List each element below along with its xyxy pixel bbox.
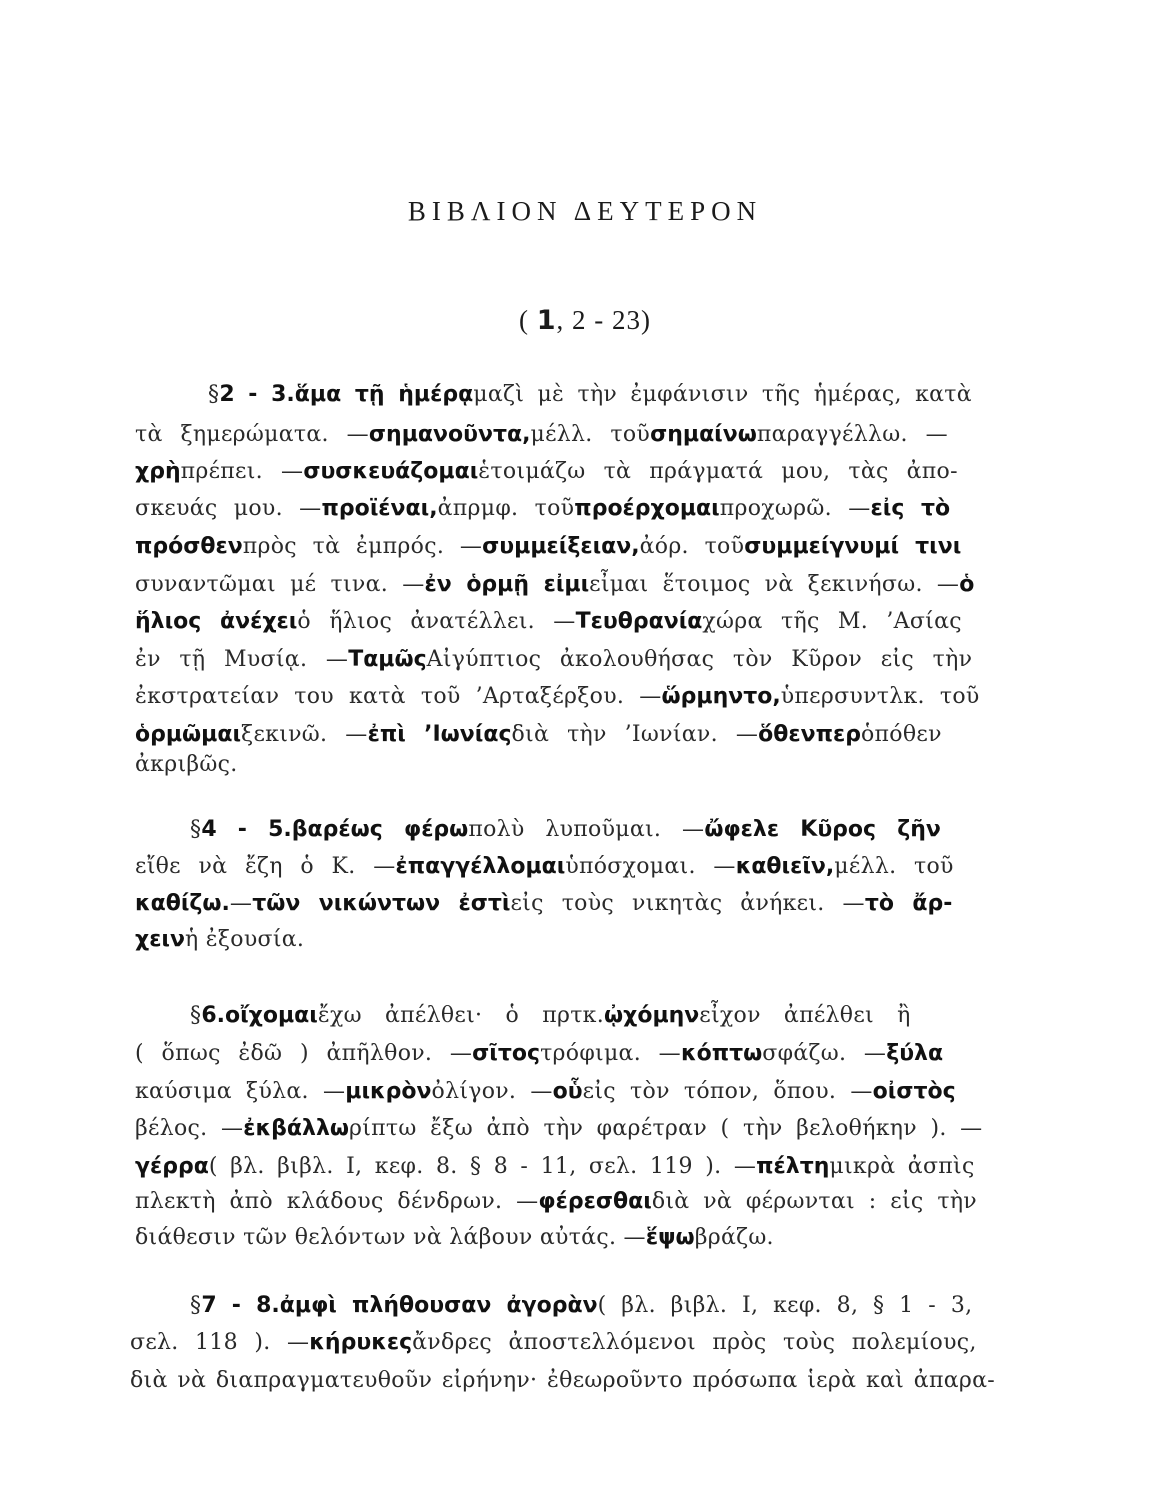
definition-text: συναντῶμαι μέ τινα. — <box>135 572 425 597</box>
headword: ἐν ὁρμῇ εἰμι <box>424 572 590 597</box>
definition-text: ( ὅπως ἐδῶ ) ἀπῆλθον. — <box>135 1041 473 1066</box>
text-line <box>0 452 1170 492</box>
headword: οἴχομαι <box>224 1003 318 1028</box>
headword: εἰς τὸ <box>870 496 951 521</box>
headword: κόπτω <box>680 1041 763 1066</box>
definition-text: καύσιμα ξύλα. — <box>135 1079 346 1104</box>
definition-text: χώρα τῆς Μ. ’Ασίας <box>702 609 962 634</box>
headword: ξύλα <box>886 1041 944 1066</box>
definition-text: ὑπόσχομαι. — <box>565 854 736 879</box>
definition-text: § <box>208 382 220 407</box>
definition-text: τὰ ξημερώματα. — <box>135 422 369 447</box>
headword: κήρυκες <box>309 1330 413 1355</box>
headword: σημαίνω <box>650 422 757 447</box>
text-line <box>0 415 1170 455</box>
text-line <box>0 1218 1170 1258</box>
headword: καθίζω. <box>135 891 230 916</box>
definition-text: εἴθε νὰ ἔζη ὁ Κ. — <box>135 854 396 879</box>
definition-text: εἰς τὸν τόπον, ὅπου. — <box>582 1079 873 1104</box>
headword: ὤφελε Κῦρος ζῆν <box>704 817 941 842</box>
headword: ὥρμηντο, <box>661 684 781 709</box>
definition-text: πρέπει. — <box>180 459 304 484</box>
definition-text: ἡ ἐξουσία. <box>185 927 305 952</box>
definition-text: ἐν τῇ Μυσίᾳ. — <box>135 647 349 672</box>
headword: οὗ <box>552 1079 583 1104</box>
text-line <box>0 1361 1170 1401</box>
text-line <box>0 375 1170 415</box>
text-line <box>0 1034 1170 1074</box>
definition-text: σκευάς μου. — <box>135 496 322 521</box>
headword: συμμείγνυμί τινι <box>744 534 962 559</box>
definition-text: τρόφιμα. — <box>540 1041 681 1066</box>
text-line <box>0 565 1170 605</box>
headword: ὅθενπερ <box>758 722 861 747</box>
definition-text: ἀόρ. τοῦ <box>639 534 745 559</box>
headword: οἰστὸς <box>872 1079 956 1104</box>
definition-text: ἀπρμφ. τοῦ <box>437 496 575 521</box>
headword: σημανοῦντα, <box>368 422 531 447</box>
headword: ἐπαγγέλλομαι <box>395 854 566 879</box>
headword: ᾠχόμην <box>604 1003 700 1028</box>
text-line <box>0 1323 1170 1363</box>
headword: ἐκβάλλω <box>243 1116 349 1141</box>
text-line <box>0 489 1170 529</box>
text-line <box>0 640 1170 680</box>
text-line <box>0 847 1170 887</box>
headword: πρόσθεν <box>135 534 243 559</box>
chapter-close-paren: ) <box>641 305 652 335</box>
definition-text: πλεκτὴ ἀπὸ κλάδους δένδρων. — <box>135 1189 539 1214</box>
definition-text: πρὸς τὰ ἐμπρός. — <box>242 534 483 559</box>
text-line <box>0 996 1170 1036</box>
text-line <box>0 884 1170 924</box>
text-line <box>0 1147 1170 1187</box>
definition-text: παραγγέλλω. — <box>756 422 948 447</box>
headword: προϊέναι, <box>321 496 438 521</box>
definition-text: ὑπερσυντλκ. τοῦ <box>780 684 980 709</box>
text-line <box>0 1286 1170 1326</box>
headword: συσκευάζομαι <box>303 459 479 484</box>
definition-text: εἶμαι ἕτοιμος νὰ ξεκινήσω. — <box>589 572 960 597</box>
text-line <box>0 1109 1170 1149</box>
book-title: ΒΙΒΛΙΟΝ ΔΕΥΤΕΡΟΝ <box>407 196 763 226</box>
definition-text: ( βλ. βιβλ. Ι, κεφ. 8. § 8 - 11, σελ. 119 ). — <box>208 1154 757 1179</box>
headword: τὸ ἄρ- <box>864 891 953 916</box>
text-line <box>0 677 1170 717</box>
definition-text: Αἰγύπτιος ἀκολουθήσας τὸν Κῦρον εἰς τὴν <box>426 647 973 672</box>
headword: προέρχομαι <box>574 496 720 521</box>
definition-text: ὁ ἥλιος ἀνατέλλει. — <box>297 609 576 634</box>
headword: ἀμφὶ πλήθουσαν ἀγορὰν <box>279 1293 598 1318</box>
headword: 6. <box>201 1003 225 1028</box>
headword: ἥλιος ἀνέχει <box>135 609 298 634</box>
headword: βαρέως φέρω <box>291 817 469 842</box>
definition-text: σελ. 118 ). — <box>130 1330 310 1355</box>
headword: συμμείξειαν, <box>482 534 640 559</box>
headword: πέλτη <box>756 1154 830 1179</box>
headword: σῖτος <box>472 1041 541 1066</box>
headword: 4 - 5. <box>201 817 292 842</box>
definition-text: εἰς τοὺς νικητὰς ἀνήκει. — <box>510 891 865 916</box>
definition-text: βράζω. <box>694 1225 774 1250</box>
definition-text: διάθεσιν τῶν θελόντων νὰ λάβουν αὐτάς. — <box>135 1225 646 1250</box>
definition-text: ἀκριβῶς. <box>135 752 238 777</box>
definition-text: ἐκστρατείαν του κατὰ τοῦ ’Αρταξέρξου. — <box>135 684 662 709</box>
definition-text: ρίπτω ἔξω ἀπὸ τὴν φαρέτραν ( τὴν βελοθήκην ). — <box>348 1116 983 1141</box>
headword: 7 - 8. <box>201 1293 280 1318</box>
headword: 2 - 3. <box>219 382 295 407</box>
definition-text: εἶχον ἀπέλθει ἢ <box>699 1003 911 1028</box>
text-line <box>0 745 1170 785</box>
headword: ὁ <box>959 572 975 597</box>
headword: χρὴ <box>135 459 181 484</box>
definition-text: μικρὰ ἀσπὶς <box>829 1154 975 1179</box>
chapter-range <box>0 305 1170 336</box>
definition-text: μέλλ. τοῦ <box>834 854 954 879</box>
text-line <box>0 602 1170 642</box>
definition-text: ὁπόθεν <box>860 722 942 747</box>
definition-text: σφάζω. — <box>762 1041 887 1066</box>
headword: φέρεσθαι <box>538 1189 652 1214</box>
definition-text: § <box>190 1003 202 1028</box>
chapter-open-paren: ( <box>518 305 529 335</box>
definition-text: πολὺ λυποῦμαι. — <box>468 817 705 842</box>
definition-text: § <box>190 817 202 842</box>
headword: τῶν νικώντων ἐστὶ <box>252 891 511 916</box>
definition-text: βέλος. — <box>135 1116 244 1141</box>
definition-text: προχωρῶ. — <box>719 496 871 521</box>
headword: μικρὸν <box>345 1079 432 1104</box>
definition-text: ( βλ. βιβλ. Ι, κεφ. 8, § 1 - 3, <box>597 1293 973 1318</box>
definition-text: ξεκινῶ. — <box>241 722 368 747</box>
text-line <box>0 527 1170 567</box>
headword: ἕψω <box>645 1225 695 1250</box>
definition-text: ἔχω ἀπέλθει· ὁ πρτκ. <box>317 1003 605 1028</box>
definition-text: ὀλίγον. — <box>431 1079 553 1104</box>
text-line <box>0 810 1170 850</box>
chapter-section-range: , 2 - 23 <box>556 305 642 335</box>
definition-text: διὰ τὴν ’Ιωνίαν. — <box>511 722 759 747</box>
headword: ἅμα τῇ ἡμέρᾳ <box>294 382 474 407</box>
headword: ἐπὶ ’Ιωνίας <box>367 722 512 747</box>
headword: χειν <box>135 927 185 952</box>
definition-text: διὰ νὰ διαπραγματευθοῦν εἰρήνην· ἐθεωροῦντο πρόσωπα ἱερὰ καὶ ἀπαρα- <box>130 1368 995 1393</box>
definition-text: ἄνδρες ἀποστελλόμενοι πρὸς τοὺς πολεμίους, <box>412 1330 977 1355</box>
definition-text: μέλλ. τοῦ <box>530 422 651 447</box>
definition-text: § <box>190 1293 202 1318</box>
text-line <box>0 1072 1170 1112</box>
text-line <box>0 920 1170 960</box>
definition-text: διὰ νὰ φέρωνται : εἰς τὴν <box>651 1189 977 1214</box>
chapter-number: 1 <box>536 305 557 336</box>
headword: γέρρα <box>135 1154 209 1179</box>
definition-text: — <box>229 891 253 916</box>
text-line <box>0 1182 1170 1222</box>
headword: Τευθρανία <box>575 609 703 634</box>
definition-text: μαζὶ μὲ τὴν ἐμφάνισιν τῆς ἡμέρας, κατὰ <box>473 382 972 407</box>
headword: καθιεῖν, <box>735 854 835 879</box>
headword: Ταμῶς <box>348 647 427 672</box>
headword: ὁρμῶμαι <box>135 722 242 747</box>
definition-text: ἑτοιμάζω τὰ πράγματά μου, τὰς ἀπο- <box>478 459 958 484</box>
